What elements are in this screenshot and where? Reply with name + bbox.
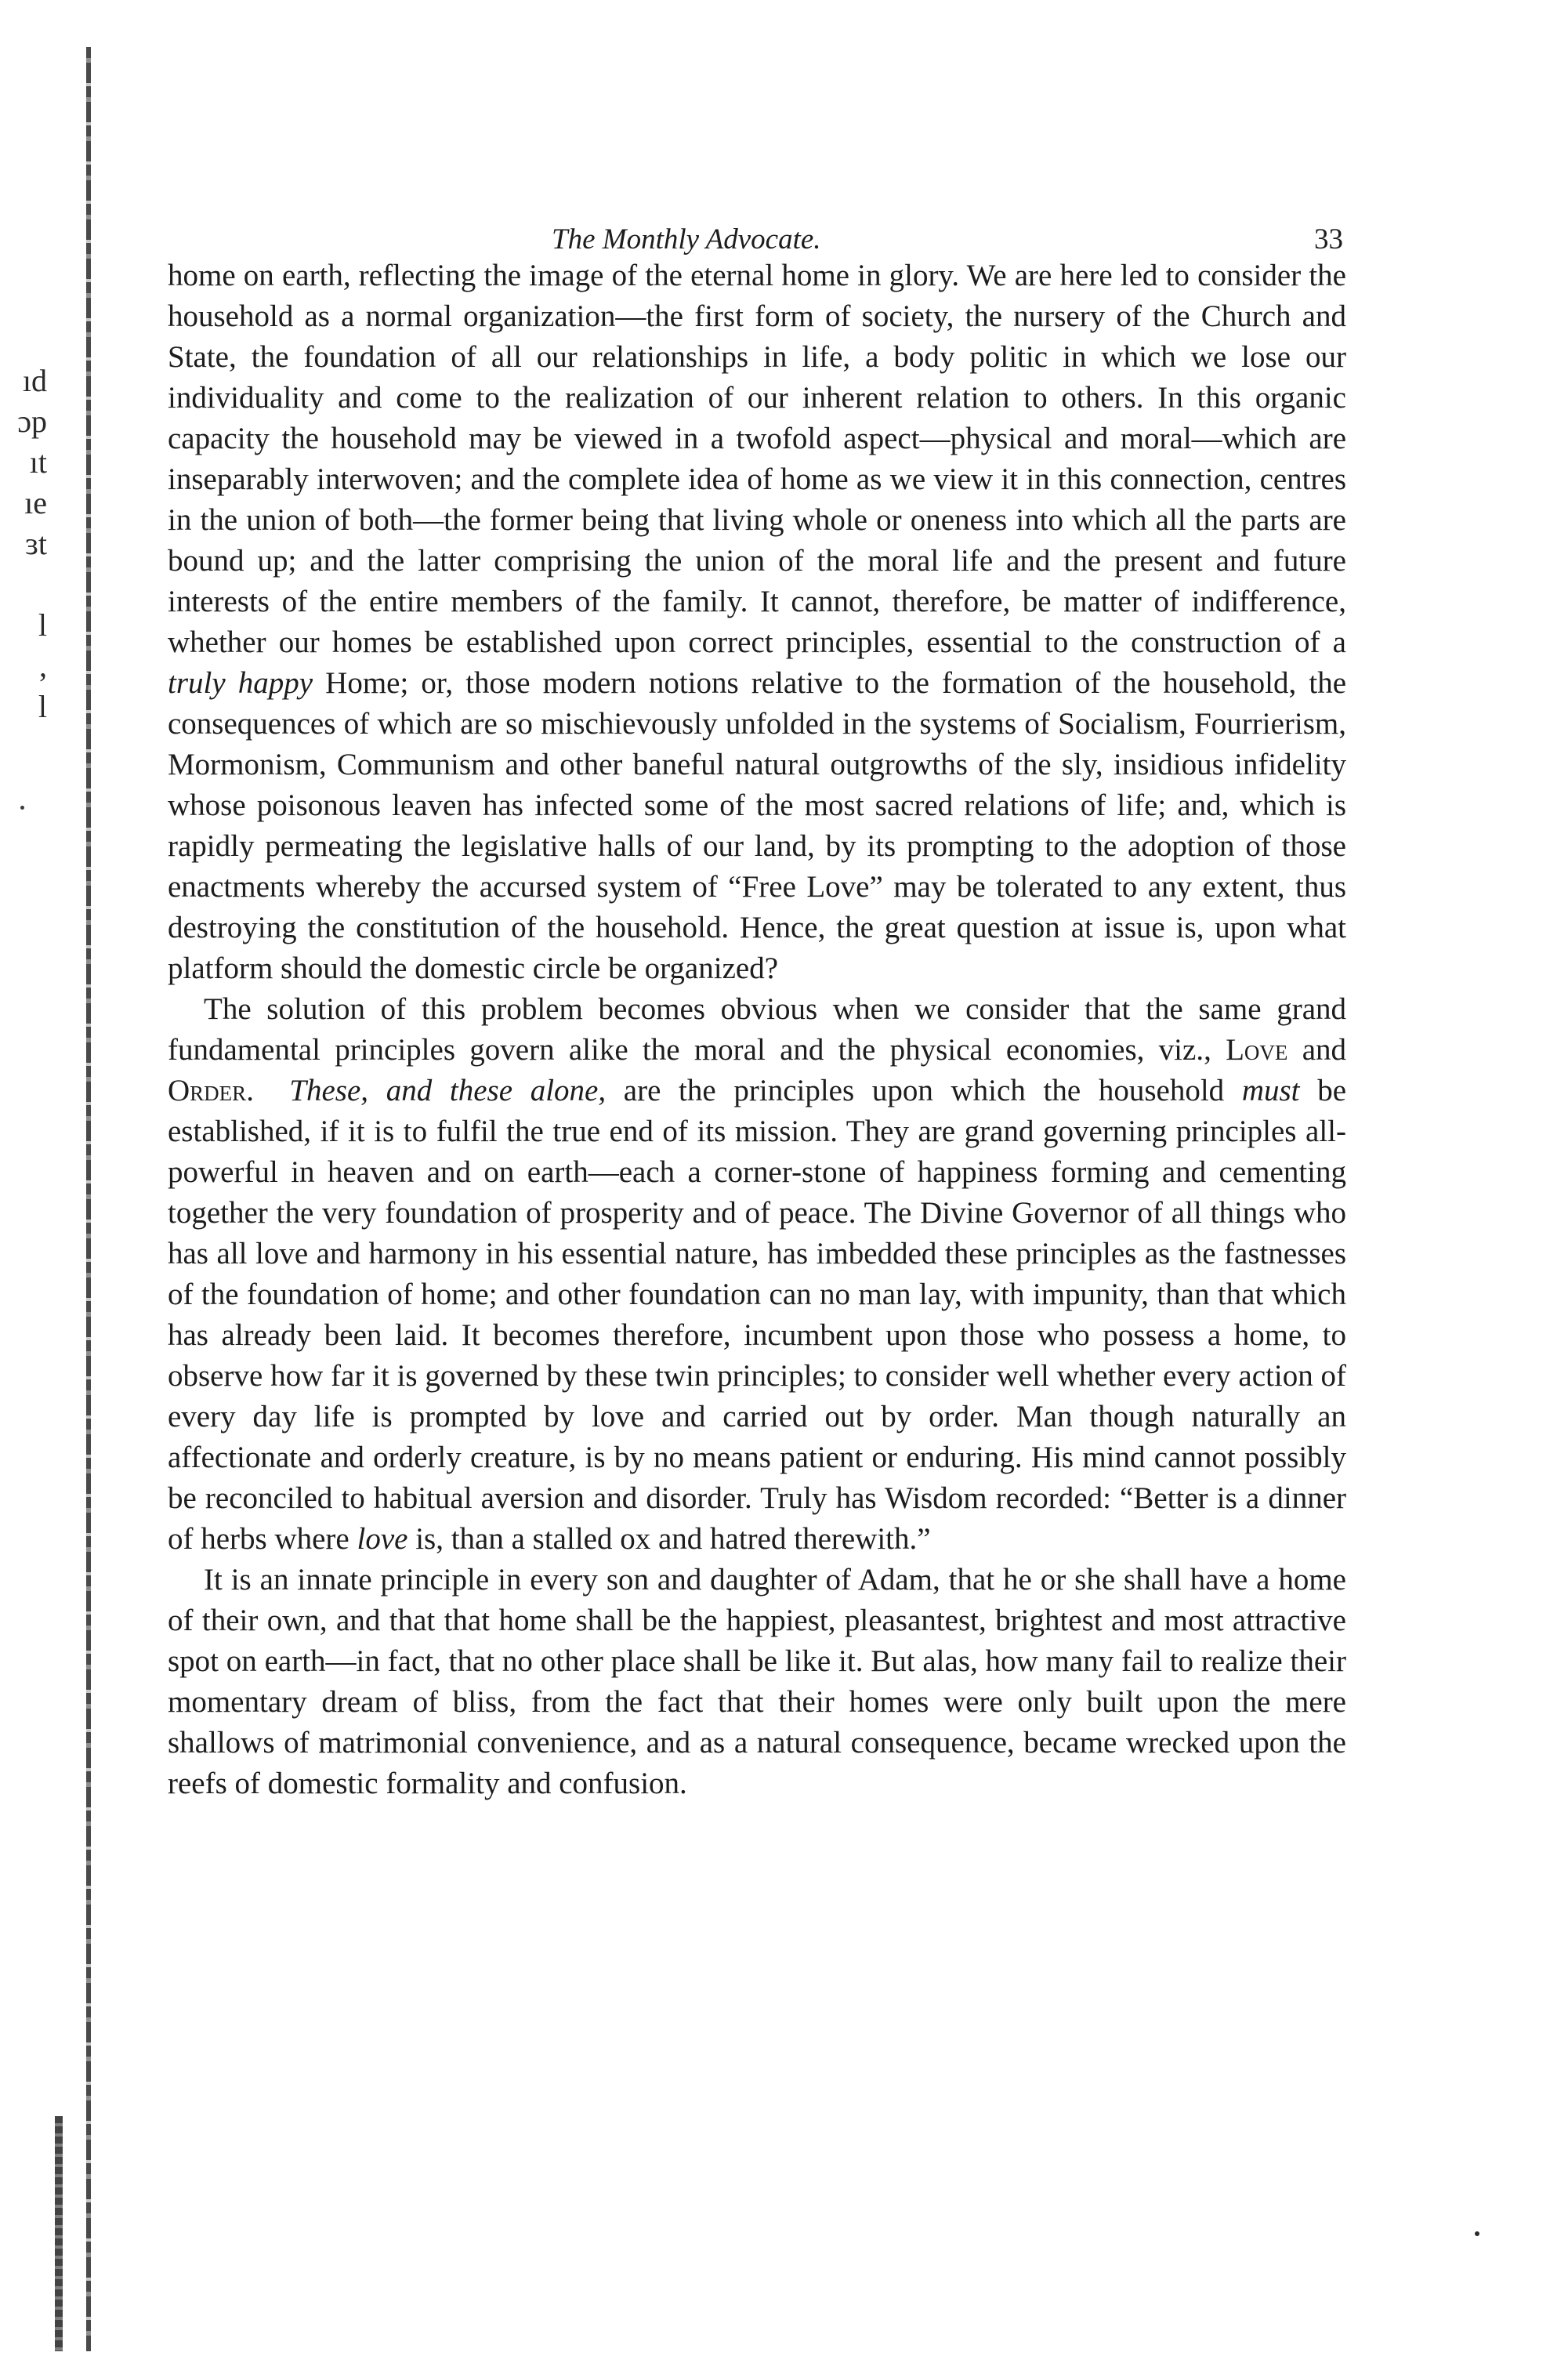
emphasis: These, and these alone, — [289, 1074, 607, 1107]
margin-fragment: ıe — [24, 485, 47, 520]
margin-fragment: ɜt — [25, 526, 47, 561]
margin-fragment: ıd — [22, 363, 47, 398]
emphasis: must — [1241, 1074, 1300, 1107]
binding-shadow-lower — [55, 2116, 63, 2351]
margin-fragment: l — [38, 689, 47, 724]
binding-shadow — [86, 47, 91, 2351]
paragraph: The solution of this problem becomes obvious when we consider that the same grand fundamental principles govern alike the moral and the physical economies, viz., Love and Order. These, and these alone, are the principles upon which the household must be established, if it is to fulfil the true end of its mission. They are grand governing principles all-powerful in heaven and on earth—each a corner-stone of happiness forming and cementing together the very foundation of prosperity and of peace. The Divine Governor of all things who has all love and harmony in his essential nature, has imbedded these principles as the fastnesses of the foundation of home; and other foundation can no man lay, with impunity, than that which has already been laid. It becomes therefore, incumbent upon those who possess a home, to observe how far it is governed by these twin principles; to consider well whether every action of every day life is prompted by love and carried out by order. Man though naturally an affectionate and orderly creature, is by no means patient or enduring. His mind cannot possibly be reconciled to habitual aversion and disorder. Truly has Wisdom recorded: “Better is a dinner of herbs where love is, than a stalled ox and hatred therewith.” — [168, 992, 1347, 1556]
small-caps-term: Order — [168, 1074, 247, 1107]
running-title: The Monthly Advocate. — [552, 223, 821, 256]
facing-page-fragments — [0, 361, 47, 727]
margin-mark — [20, 806, 24, 810]
margin-fragment — [0, 564, 47, 605]
margin-fragment: , — [39, 648, 47, 683]
margin-fragment: ıt — [29, 444, 47, 480]
small-caps-term: Love — [1226, 1033, 1288, 1067]
emphasis: truly happy — [168, 666, 313, 700]
margin-fragment: ɔp — [17, 404, 47, 439]
page-number: 33 — [1314, 223, 1343, 256]
article-body — [168, 256, 1346, 1804]
paragraph: home on earth, reflecting the image of the eternal home in glory. We are here led to consider the household as a normal organization—the first form of society, the nursery of the Church and State, the foundation of all our relationships in life, a body politic in which we lose our individuality and come to the realization of our inherent relation to others. In this organic capacity the household may be viewed in a twofold aspect—physical and moral—which are inseparably interwoven; and the complete idea of home as we view it in this connection, centres in the union of both—the former being that living whole or oneness into which all the parts are bound up; and the latter comprising the union of the moral life and the present and future interests of the entire members of the family. It cannot, therefore, be matter of indifference, whether our homes be established upon correct principles, essential to the construction of a truly happy Home; or, those modern notions relative to the formation of the household, the consequences of which are so mischievously unfolded in the systems of Socialism, Fourrierism, Mormonism, Communism and other baneful natural outgrowths of the sly, insidious infidelity whose poisonous leaven has infected some of the most sacred relations of life; and, which is rapidly permeating the legislative halls of our land, by its prompting to the adoption of those enactments whereby the accursed system of “Free Love” may be tolerated to any extent, thus destroying the constitution of the household. Hence, the great question at issue is, upon what platform should the domestic circle be organized? — [168, 259, 1347, 985]
print-speck — [1475, 2231, 1479, 2236]
paragraph: It is an innate principle in every son and daughter of Adam, that he or she shall have a home of their own, and that that home shall be the happiest, pleasantest, brightest and most attractive spot on earth—in fact, that no other place shall be like it. But alas, how many fail to realize their momentary dream of bliss, from the fact that their homes were only built upon the mere shallows of matrimonial convenience, and as a natural consequence, became wrecked upon the reefs of domestic formality and confusion. — [168, 1563, 1346, 1800]
emphasis: love — [357, 1522, 408, 1556]
margin-fragment: l — [38, 607, 47, 643]
